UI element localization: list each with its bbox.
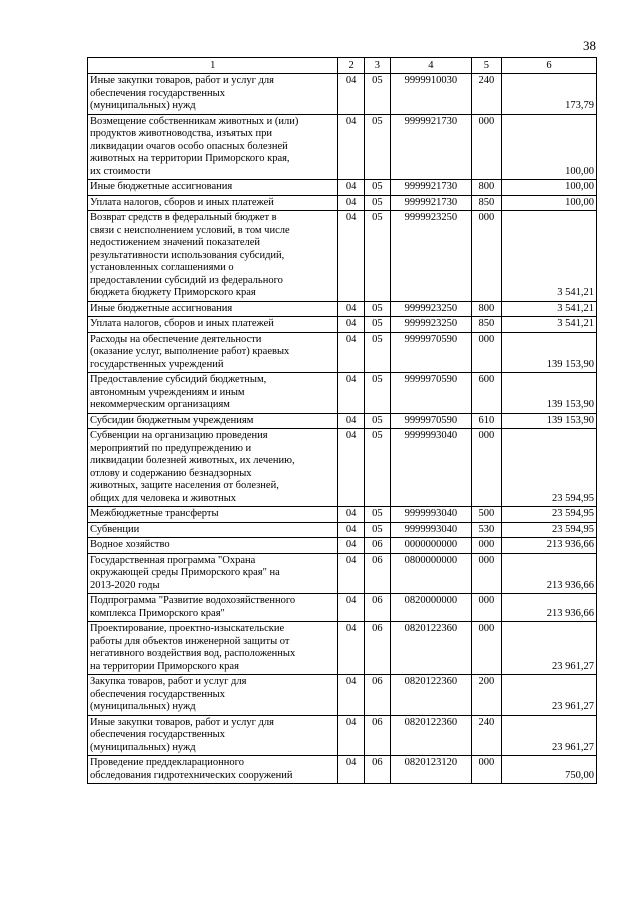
subsection-code-cell: 05: [364, 195, 390, 211]
subsection-code-cell: 06: [364, 715, 390, 756]
column-header: 6: [502, 58, 597, 74]
expense-name-cell: Уплата налогов, сборов и иных платежей: [88, 195, 338, 211]
expense-type-code-cell: 800: [471, 180, 501, 196]
target-item-code-cell: 9999923250: [390, 301, 471, 317]
expense-name-cell: Возврат средств в федеральный бюджет в связи с неисполнением условий, в том числе недостижением значений показателей результативности использования субсидий, установленных соглашениями о предоставлении субсидий из федерального бюджета бюджету Приморского края: [88, 211, 338, 302]
target-item-code-cell: 9999923250: [390, 211, 471, 302]
expense-type-code-cell: 000: [471, 114, 501, 180]
expense-type-code-cell: 850: [471, 317, 501, 333]
expense-type-code-cell: 610: [471, 413, 501, 429]
page-number: 38: [583, 38, 596, 53]
amount-cell: 213 936,66: [502, 553, 597, 594]
budget-table: [87, 57, 597, 784]
expense-name-cell: Иные бюджетные ассигнования: [88, 180, 338, 196]
target-item-code-cell: 9999921730: [390, 195, 471, 211]
column-header: 1: [88, 58, 338, 74]
section-code-cell: 04: [338, 180, 364, 196]
amount-cell: 23 961,27: [502, 622, 597, 675]
subsection-code-cell: 05: [364, 373, 390, 414]
table-row: [88, 317, 597, 333]
target-item-code-cell: 9999970590: [390, 413, 471, 429]
subsection-code-cell: 05: [364, 522, 390, 538]
section-code-cell: 04: [338, 332, 364, 373]
target-item-code-cell: 9999921730: [390, 114, 471, 180]
expense-name-cell: Субвенции: [88, 522, 338, 538]
expense-name-cell: Проектирование, проектно-изыскательские работы для объектов инженерной защиты от негативного воздействия вод, расположенных на территории Приморского края: [88, 622, 338, 675]
section-code-cell: 04: [338, 114, 364, 180]
target-item-code-cell: 0820000000: [390, 594, 471, 622]
expense-name-cell: Уплата налогов, сборов и иных платежей: [88, 317, 338, 333]
target-item-code-cell: 9999970590: [390, 373, 471, 414]
section-code-cell: 04: [338, 195, 364, 211]
amount-cell: 173,79: [502, 74, 597, 115]
expense-type-code-cell: 000: [471, 756, 501, 784]
expense-name-cell: Расходы на обеспечение деятельности (оказание услуг, выполнение работ) краевых государственных учреждений: [88, 332, 338, 373]
table-row: [88, 538, 597, 554]
amount-cell: 3 541,21: [502, 317, 597, 333]
amount-cell: 23 961,27: [502, 675, 597, 716]
table-row: [88, 332, 597, 373]
subsection-code-cell: 05: [364, 74, 390, 115]
expense-type-code-cell: 500: [471, 507, 501, 523]
amount-cell: 139 153,90: [502, 373, 597, 414]
amount-cell: 23 594,95: [502, 507, 597, 523]
expense-type-code-cell: 200: [471, 675, 501, 716]
table-row: [88, 413, 597, 429]
subsection-code-cell: 05: [364, 507, 390, 523]
subsection-code-cell: 05: [364, 317, 390, 333]
amount-cell: 750,00: [502, 756, 597, 784]
section-code-cell: 04: [338, 622, 364, 675]
expense-name-cell: Водное хозяйство: [88, 538, 338, 554]
section-code-cell: 04: [338, 429, 364, 507]
target-item-code-cell: 0820122360: [390, 622, 471, 675]
section-code-cell: 04: [338, 373, 364, 414]
target-item-code-cell: 9999993040: [390, 429, 471, 507]
expense-name-cell: Субсидии бюджетным учреждениям: [88, 413, 338, 429]
target-item-code-cell: 9999921730: [390, 180, 471, 196]
table-row: [88, 211, 597, 302]
expense-type-code-cell: 000: [471, 429, 501, 507]
target-item-code-cell: 0000000000: [390, 538, 471, 554]
section-code-cell: 04: [338, 538, 364, 554]
target-item-code-cell: 9999923250: [390, 317, 471, 333]
expense-name-cell: Проведение преддекларационного обследования гидротехнических сооружений: [88, 756, 338, 784]
section-code-cell: 04: [338, 413, 364, 429]
expense-name-cell: Предоставление субсидий бюджетным, автономным учреждениям и иным некоммерческим организациям: [88, 373, 338, 414]
expense-name-cell: Иные бюджетные ассигнования: [88, 301, 338, 317]
subsection-code-cell: 05: [364, 180, 390, 196]
target-item-code-cell: 0820122360: [390, 715, 471, 756]
section-code-cell: 04: [338, 211, 364, 302]
expense-name-cell: Иные закупки товаров, работ и услуг для обеспечения государственных (муниципальных) нужд: [88, 715, 338, 756]
subsection-code-cell: 05: [364, 429, 390, 507]
subsection-code-cell: 05: [364, 114, 390, 180]
table-row: [88, 373, 597, 414]
subsection-code-cell: 06: [364, 594, 390, 622]
table-row: [88, 553, 597, 594]
expense-type-code-cell: 240: [471, 74, 501, 115]
subsection-code-cell: 05: [364, 332, 390, 373]
amount-cell: 100,00: [502, 114, 597, 180]
amount-cell: 213 936,66: [502, 594, 597, 622]
target-item-code-cell: 0800000000: [390, 553, 471, 594]
section-code-cell: 04: [338, 715, 364, 756]
amount-cell: 100,00: [502, 195, 597, 211]
expense-type-code-cell: 000: [471, 538, 501, 554]
expense-name-cell: Государственная программа "Охрана окружающей среды Приморского края" на 2013-2020 годы: [88, 553, 338, 594]
expense-name-cell: Межбюджетные трансферты: [88, 507, 338, 523]
column-header: 3: [364, 58, 390, 74]
expense-name-cell: Закупка товаров, работ и услуг для обеспечения государственных (муниципальных) нужд: [88, 675, 338, 716]
expense-type-code-cell: 600: [471, 373, 501, 414]
amount-cell: 23 594,95: [502, 522, 597, 538]
target-item-code-cell: 0820123120: [390, 756, 471, 784]
subsection-code-cell: 05: [364, 413, 390, 429]
subsection-code-cell: 06: [364, 553, 390, 594]
subsection-code-cell: 06: [364, 756, 390, 784]
expense-type-code-cell: 240: [471, 715, 501, 756]
amount-cell: 213 936,66: [502, 538, 597, 554]
expense-type-code-cell: 530: [471, 522, 501, 538]
expense-name-cell: Подпрограмма "Развитие водохозяйственного комплекса Приморского края": [88, 594, 338, 622]
section-code-cell: 04: [338, 594, 364, 622]
table-row: [88, 74, 597, 115]
expense-name-cell: Субвенции на организацию проведения мероприятий по предупреждению и ликвидации болезней животных, их лечению, отлову и содержанию безнадзорных животных, защите населения от болезней, общих для человека и животных: [88, 429, 338, 507]
table-row: [88, 675, 597, 716]
subsection-code-cell: 06: [364, 622, 390, 675]
amount-cell: 139 153,90: [502, 413, 597, 429]
table-row: [88, 715, 597, 756]
section-code-cell: 04: [338, 756, 364, 784]
column-header: 2: [338, 58, 364, 74]
amount-cell: 3 541,21: [502, 301, 597, 317]
target-item-code-cell: 0820122360: [390, 675, 471, 716]
section-code-cell: 04: [338, 317, 364, 333]
section-code-cell: 04: [338, 301, 364, 317]
amount-cell: 3 541,21: [502, 211, 597, 302]
subsection-code-cell: 06: [364, 538, 390, 554]
subsection-code-cell: 06: [364, 675, 390, 716]
expense-type-code-cell: 800: [471, 301, 501, 317]
target-item-code-cell: 9999910030: [390, 74, 471, 115]
amount-cell: 100,00: [502, 180, 597, 196]
table-row: [88, 114, 597, 180]
subsection-code-cell: 05: [364, 211, 390, 302]
table-row: [88, 429, 597, 507]
amount-cell: 23 594,95: [502, 429, 597, 507]
section-code-cell: 04: [338, 675, 364, 716]
table-header-row: [88, 58, 597, 74]
table-row: [88, 756, 597, 784]
table-row: [88, 522, 597, 538]
column-header: 4: [390, 58, 471, 74]
target-item-code-cell: 9999993040: [390, 522, 471, 538]
expense-type-code-cell: 000: [471, 622, 501, 675]
table-row: [88, 180, 597, 196]
target-item-code-cell: 9999970590: [390, 332, 471, 373]
table-row: [88, 195, 597, 211]
section-code-cell: 04: [338, 507, 364, 523]
table-row: [88, 507, 597, 523]
column-header: 5: [471, 58, 501, 74]
table-row: [88, 622, 597, 675]
table-row: [88, 301, 597, 317]
target-item-code-cell: 9999993040: [390, 507, 471, 523]
section-code-cell: 04: [338, 553, 364, 594]
expense-name-cell: Возмещение собственникам животных и (или) продуктов животноводства, изъятых при ликвидации очагов особо опасных болезней животных на территории Приморского края, их стоимости: [88, 114, 338, 180]
expense-name-cell: Иные закупки товаров, работ и услуг для обеспечения государственных (муниципальных) нужд: [88, 74, 338, 115]
amount-cell: 23 961,27: [502, 715, 597, 756]
section-code-cell: 04: [338, 74, 364, 115]
subsection-code-cell: 05: [364, 301, 390, 317]
section-code-cell: 04: [338, 522, 364, 538]
table-row: [88, 594, 597, 622]
expense-type-code-cell: 000: [471, 553, 501, 594]
expense-type-code-cell: 000: [471, 332, 501, 373]
amount-cell: 139 153,90: [502, 332, 597, 373]
expense-type-code-cell: 850: [471, 195, 501, 211]
expense-type-code-cell: 000: [471, 594, 501, 622]
expense-type-code-cell: 000: [471, 211, 501, 302]
